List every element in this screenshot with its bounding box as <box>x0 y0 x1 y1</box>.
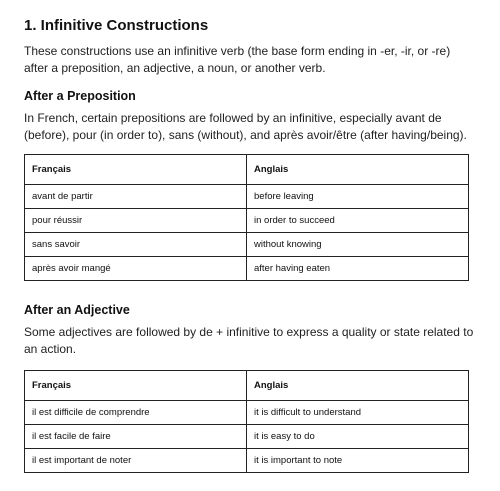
section-text-adjective: Some adjectives are followed by de + infinitive to express a quality or state related to an action. <box>24 325 474 356</box>
cell-anglais: in order to succeed <box>247 209 469 233</box>
table-row <box>25 257 469 281</box>
cell-anglais: before leaving <box>247 185 469 209</box>
cell-anglais: it is easy to do <box>247 425 469 449</box>
table-row <box>25 425 469 449</box>
cell-francais: il est important de noter <box>25 449 247 473</box>
column-header-francais: Français <box>25 371 247 401</box>
section-text-preposition: In French, certain prepositions are followed by an infinitive, especially avant de (before), pour (in order to), sans (without), and après avoir/être (after having/being). <box>24 111 467 142</box>
column-header-anglais: Anglais <box>247 371 469 401</box>
table-header-row <box>25 371 469 401</box>
table-preposition <box>24 154 469 281</box>
cell-anglais: it is difficult to understand <box>247 401 469 425</box>
table-row <box>25 209 469 233</box>
table-row <box>25 401 469 425</box>
column-header-anglais: Anglais <box>247 155 469 185</box>
column-header-francais: Français <box>25 155 247 185</box>
cell-francais: il est difficile de comprendre <box>25 401 247 425</box>
page-title: 1. Infinitive Constructions <box>24 17 209 34</box>
section-heading-adjective: After an Adjective <box>24 303 130 317</box>
section-heading-preposition: After a Preposition <box>24 89 136 103</box>
cell-francais: pour réussir <box>25 209 247 233</box>
table-adjective <box>24 370 469 473</box>
table-header-row <box>25 155 469 185</box>
cell-anglais: without knowing <box>247 233 469 257</box>
cell-francais: sans savoir <box>25 233 247 257</box>
cell-francais: il est facile de faire <box>25 425 247 449</box>
cell-francais: avant de partir <box>25 185 247 209</box>
cell-anglais: after having eaten <box>247 257 469 281</box>
cell-anglais: it is important to note <box>247 449 469 473</box>
table-row <box>25 233 469 257</box>
cell-francais: après avoir mangé <box>25 257 247 281</box>
intro-paragraph: These constructions use an infinitive verb (the base form ending in -er, -ir, or -re) after a preposition, an adjective, a noun, or another verb. <box>24 44 451 75</box>
table-row <box>25 449 469 473</box>
table-row <box>25 185 469 209</box>
